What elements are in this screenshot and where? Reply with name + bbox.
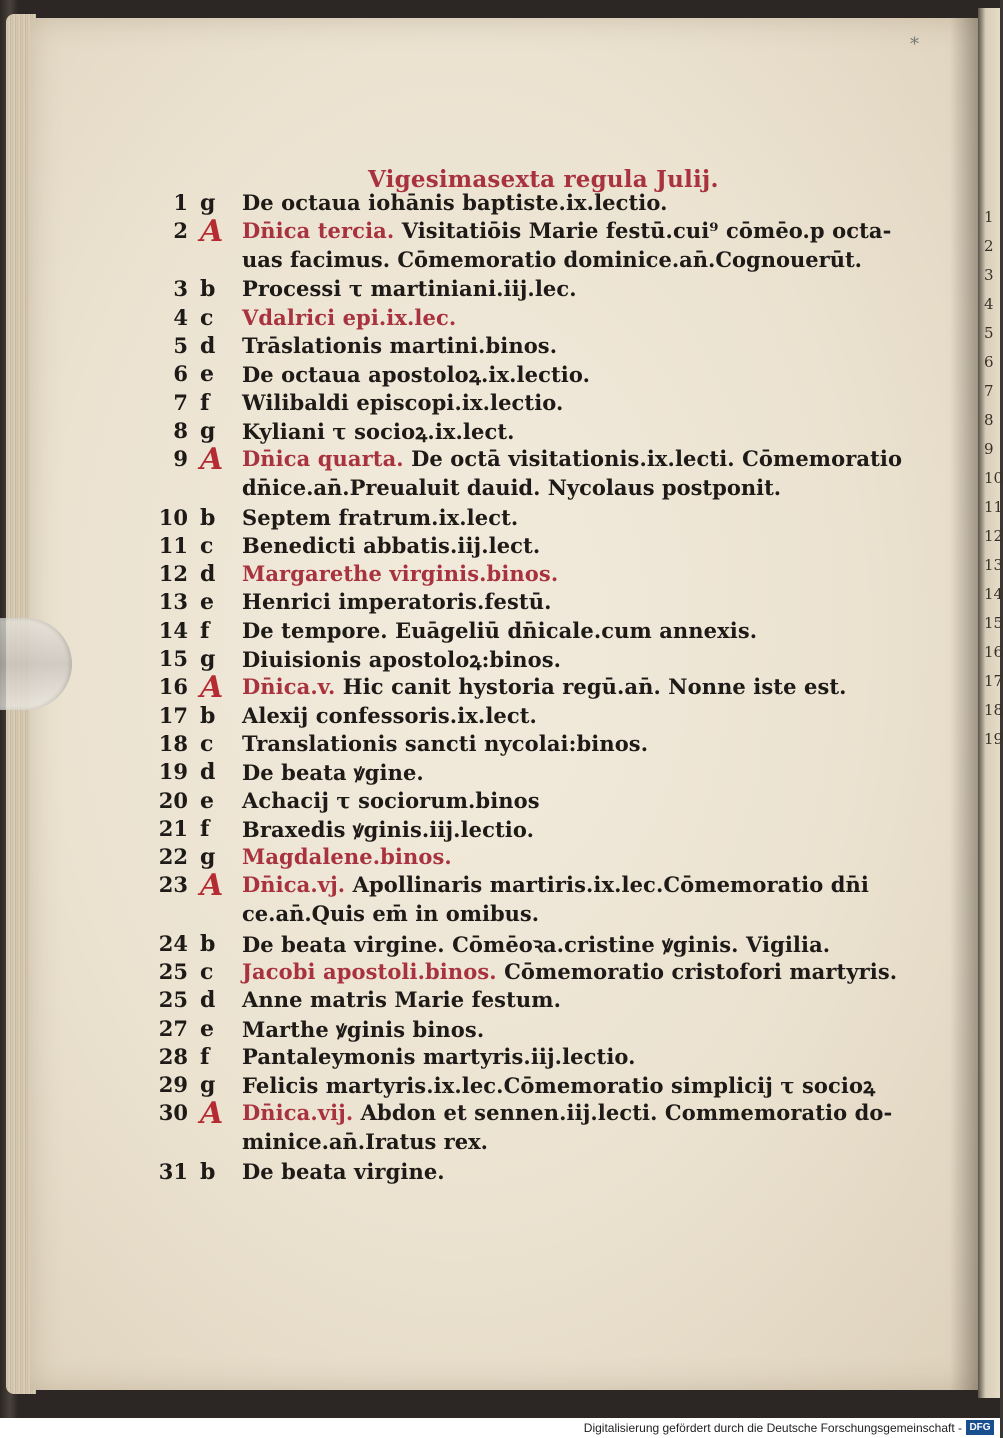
rubric-text: Vdalrici epi.ix.lec. xyxy=(242,305,457,330)
day-number: 27 xyxy=(158,1016,188,1041)
day-number: 19 xyxy=(158,759,188,784)
page-title: Vigesimasexta regula Julij. xyxy=(368,166,719,193)
black-text: Felicis martyris.ix.lec.Cōmemoratio simplicij τ socioꝝ xyxy=(242,1073,876,1098)
day-number: 31 xyxy=(158,1159,188,1184)
calendar-entry xyxy=(30,1044,970,1072)
entry-text xyxy=(242,589,551,614)
facing-page-number: 19 xyxy=(984,730,1003,748)
footer-bar xyxy=(0,1418,1000,1438)
entry-text xyxy=(242,931,830,959)
day-number: 4 xyxy=(173,305,188,330)
rubric-text: Dn̄ica quarta. xyxy=(242,446,404,471)
dominical-letter: b xyxy=(200,1159,216,1185)
day-number: 2 xyxy=(173,218,188,243)
facing-page-number: 2 xyxy=(984,237,994,255)
black-text: De octaua apostoloꝝ.ix.lectio. xyxy=(242,362,590,387)
day-number: 11 xyxy=(158,533,188,558)
rubric-text: Margarethe virginis.binos. xyxy=(242,561,559,586)
dominical-letter: b xyxy=(200,703,216,729)
sunday-letter-red: A xyxy=(200,1096,224,1131)
facing-page-number: 5 xyxy=(984,324,994,342)
calendar-entry xyxy=(30,305,970,333)
day-number: 9 xyxy=(173,446,188,471)
facing-page-number: 7 xyxy=(984,382,994,400)
black-text: Diuisionis apostoloꝝ:binos. xyxy=(242,647,562,672)
dominical-letter: f xyxy=(200,1044,210,1070)
calendar-entry xyxy=(30,703,970,731)
day-number: 12 xyxy=(158,561,188,586)
facing-page-number: 13 xyxy=(984,556,1003,574)
day-number: 18 xyxy=(158,731,188,756)
day-number: 5 xyxy=(173,333,188,358)
calendar-entry xyxy=(30,670,970,705)
black-text: Translationis sancti nycolai:binos. xyxy=(242,731,649,756)
entry-text xyxy=(242,276,577,301)
black-text: Wilibaldi episcopi.ix.lectio. xyxy=(242,390,564,415)
day-number: 7 xyxy=(173,390,188,415)
entry-text xyxy=(242,190,668,215)
entry-text xyxy=(242,844,452,869)
entry-text xyxy=(242,1016,484,1044)
black-text: Anne matris Marie festum. xyxy=(242,987,561,1012)
facing-page-number: 1 xyxy=(984,208,994,226)
entry-text xyxy=(242,759,424,787)
calendar-entry xyxy=(30,333,970,361)
dominical-letter: e xyxy=(200,1016,214,1042)
facing-page-number: 16 xyxy=(984,643,1003,661)
day-number: 21 xyxy=(158,816,188,841)
day-number: 28 xyxy=(158,1044,188,1069)
day-number: 13 xyxy=(158,589,188,614)
dominical-letter: f xyxy=(200,816,210,842)
calendar-entry xyxy=(30,987,970,1015)
footer-credit: Digitalisierung gefördert durch die Deutsche Forschungsgemeinschaft - xyxy=(583,1421,962,1435)
black-text: Marthe ꝟginis binos. xyxy=(242,1017,485,1042)
dominical-letter: b xyxy=(200,276,216,302)
dominical-letter: c xyxy=(200,533,214,559)
dominical-letter: g xyxy=(200,844,216,870)
rubric-text: Magdalene.binos. xyxy=(242,844,452,869)
black-text: Processi τ martiniani.iij.lec. xyxy=(242,276,577,301)
facing-page-number: 9 xyxy=(984,440,994,458)
sunday-letter-red: A xyxy=(200,670,224,705)
day-number: 6 xyxy=(173,361,188,386)
dominical-letter: c xyxy=(200,305,214,331)
entry-text xyxy=(242,1100,892,1125)
day-number: 10 xyxy=(158,505,188,530)
calendar-entry xyxy=(30,816,970,844)
entry-text xyxy=(242,788,540,813)
calendar-entry xyxy=(30,1016,970,1044)
black-text: Visitatiōis Marie festū.cui⁹ cōmēo.p octa- xyxy=(394,218,892,243)
day-number: 24 xyxy=(158,931,188,956)
facing-page-number: 11 xyxy=(984,498,1003,516)
facing-page-number: 8 xyxy=(984,411,994,429)
day-number: 8 xyxy=(173,418,188,443)
black-text: De beata ꝟgine. xyxy=(242,760,424,785)
day-number: 3 xyxy=(173,276,188,301)
entry-text xyxy=(242,218,891,243)
black-text: Kyliani τ socioꝝ.ix.lect. xyxy=(242,419,515,444)
dominical-letter: c xyxy=(200,959,214,985)
black-text: De beata virgine. Cōmēoꝛa.cristine ꝟginis. Vigilia. xyxy=(242,932,831,957)
sunday-letter-red: A xyxy=(200,868,224,903)
entry-text xyxy=(242,618,757,643)
black-text: Hic canit hystoria regū.an̄. Nonne iste est. xyxy=(335,674,847,699)
dominical-letter: d xyxy=(200,759,216,785)
rubric-text: Dn̄ica.vj. xyxy=(242,872,346,897)
entry-text xyxy=(242,646,561,674)
calendar-entry xyxy=(30,442,970,477)
entry-text xyxy=(242,390,563,415)
calendar-entry xyxy=(30,1159,970,1187)
rubric-text: Jacobi apostoli.binos. xyxy=(242,959,497,984)
calendar-entry xyxy=(30,276,970,304)
dominical-letter: e xyxy=(200,361,214,387)
black-text: Trāslationis martini.binos. xyxy=(242,333,558,358)
calendar-entry xyxy=(30,418,970,446)
entry-continuation: dn̄ice.an̄.Preualuit dauid. Nycolaus postponit. xyxy=(242,475,782,500)
day-number: 22 xyxy=(158,844,188,869)
page-mark: * xyxy=(910,34,919,55)
black-text: Apollinaris martiris.ix.lec.Cōmemoratio dn̄i xyxy=(345,872,869,897)
entry-text xyxy=(242,703,537,728)
entry-text xyxy=(242,1159,445,1184)
calendar-entry xyxy=(30,561,970,589)
day-number: 17 xyxy=(158,703,188,728)
facing-page-number: 10 xyxy=(984,469,1003,487)
dfg-logo: DFG xyxy=(966,1420,994,1435)
entry-text xyxy=(242,505,518,530)
calendar-entry xyxy=(30,646,970,674)
entry-text xyxy=(242,533,540,558)
black-text: Alexij confessoris.ix.lect. xyxy=(242,703,537,728)
rubric-text: Dn̄ica.v. xyxy=(242,674,336,699)
entry-text xyxy=(242,1044,636,1069)
day-number: 16 xyxy=(158,674,188,699)
black-text: De octaua iohānis baptiste.ix.lectio. xyxy=(242,190,668,215)
calendar-entry xyxy=(30,533,970,561)
facing-page-number: 6 xyxy=(984,353,994,371)
day-number: 30 xyxy=(158,1100,188,1125)
entry-continuation: ce.an̄.Quis em̄ in omibus. xyxy=(242,901,540,926)
book-page xyxy=(30,18,978,1390)
black-text: Henrici imperatoris.festū. xyxy=(242,589,552,614)
dominical-letter: d xyxy=(200,333,216,359)
day-number: 14 xyxy=(158,618,188,643)
facing-page-number: 12 xyxy=(984,527,1003,545)
sunday-letter-red: A xyxy=(200,442,224,477)
entry-text xyxy=(242,959,897,984)
calendar-entry xyxy=(30,214,970,249)
black-text: Septem fratrum.ix.lect. xyxy=(242,505,519,530)
rubric-text: Dn̄ica tercia. xyxy=(242,218,395,243)
day-number: 29 xyxy=(158,1072,188,1097)
entry-text xyxy=(242,305,456,330)
sunday-letter-red: A xyxy=(200,214,224,249)
black-text: De tempore. Euāgeliū dn̄icale.cum annexis. xyxy=(242,618,758,643)
day-number: 20 xyxy=(158,788,188,813)
black-text: Abdon et sennen.iij.lecti. Commemoratio do- xyxy=(353,1100,893,1125)
rubric-text: Dn̄ica.vij. xyxy=(242,1100,354,1125)
calendar-entry xyxy=(30,844,970,872)
entry-text xyxy=(242,361,590,389)
calendar-entry xyxy=(30,589,970,617)
calendar-entry xyxy=(30,618,970,646)
dominical-letter: g xyxy=(200,418,216,444)
dominical-letter: b xyxy=(200,931,216,957)
dominical-letter: g xyxy=(200,190,216,216)
entry-continuation: minice.an̄.Iratus rex. xyxy=(242,1129,488,1154)
calendar-entry xyxy=(30,759,970,787)
entry-text xyxy=(242,872,869,897)
dominical-letter: c xyxy=(200,731,214,757)
calendar-entry xyxy=(30,1072,970,1100)
black-text: Cōmemoratio cristofori martyris. xyxy=(496,959,898,984)
calendar-entry xyxy=(30,361,970,389)
calendar-entry xyxy=(30,959,970,987)
day-number: 25 xyxy=(158,959,188,984)
dominical-letter: g xyxy=(200,1072,216,1098)
calendar-entry xyxy=(30,390,970,418)
day-number: 15 xyxy=(158,646,188,671)
entry-text xyxy=(242,816,534,844)
black-text: Benedicti abbatis.iij.lect. xyxy=(242,533,541,558)
calendar-text xyxy=(30,18,978,1390)
entry-text xyxy=(242,561,558,586)
day-number: 25 xyxy=(158,987,188,1012)
dominical-letter: d xyxy=(200,987,216,1013)
facing-page-number: 4 xyxy=(984,295,994,313)
facing-page-edge xyxy=(978,8,1003,1398)
entry-continuation: uas facimus. Cōmemoratio dominice.an̄.Cognouerūt. xyxy=(242,247,862,272)
facing-page-number: 3 xyxy=(984,266,994,284)
black-text: De octā visitationis.ix.lecti. Cōmemoratio xyxy=(403,446,903,471)
entry-text xyxy=(242,1072,875,1100)
black-text: Braxedis ꝟginis.iij.lectio. xyxy=(242,817,535,842)
dominical-letter: b xyxy=(200,505,216,531)
calendar-entry xyxy=(30,1096,970,1131)
facing-page-number: 17 xyxy=(984,672,1003,690)
dominical-letter: g xyxy=(200,646,216,672)
calendar-entry xyxy=(30,931,970,959)
black-text: Achacij τ sociorum.binos xyxy=(242,788,540,813)
calendar-entry xyxy=(30,788,970,816)
dominical-letter: e xyxy=(200,589,214,615)
entry-text xyxy=(242,731,648,756)
facing-page-number: 15 xyxy=(984,614,1003,632)
dominical-letter: e xyxy=(200,788,214,814)
dominical-letter: d xyxy=(200,561,216,587)
day-number: 23 xyxy=(158,872,188,897)
entry-text xyxy=(242,333,557,358)
entry-text xyxy=(242,987,561,1012)
entry-text xyxy=(242,446,902,471)
calendar-entry xyxy=(30,505,970,533)
black-text: Pantaleymonis martyris.iij.lectio. xyxy=(242,1044,636,1069)
day-number: 1 xyxy=(173,190,188,215)
facing-page-number: 18 xyxy=(984,701,1003,719)
dominical-letter: f xyxy=(200,390,210,416)
calendar-entry xyxy=(30,190,970,218)
entry-text xyxy=(242,674,847,699)
calendar-entry xyxy=(30,868,970,903)
calendar-entry xyxy=(30,731,970,759)
facing-page-number: 14 xyxy=(984,585,1003,603)
dominical-letter: f xyxy=(200,618,210,644)
black-text: De beata virgine. xyxy=(242,1159,445,1184)
entry-text xyxy=(242,418,515,446)
